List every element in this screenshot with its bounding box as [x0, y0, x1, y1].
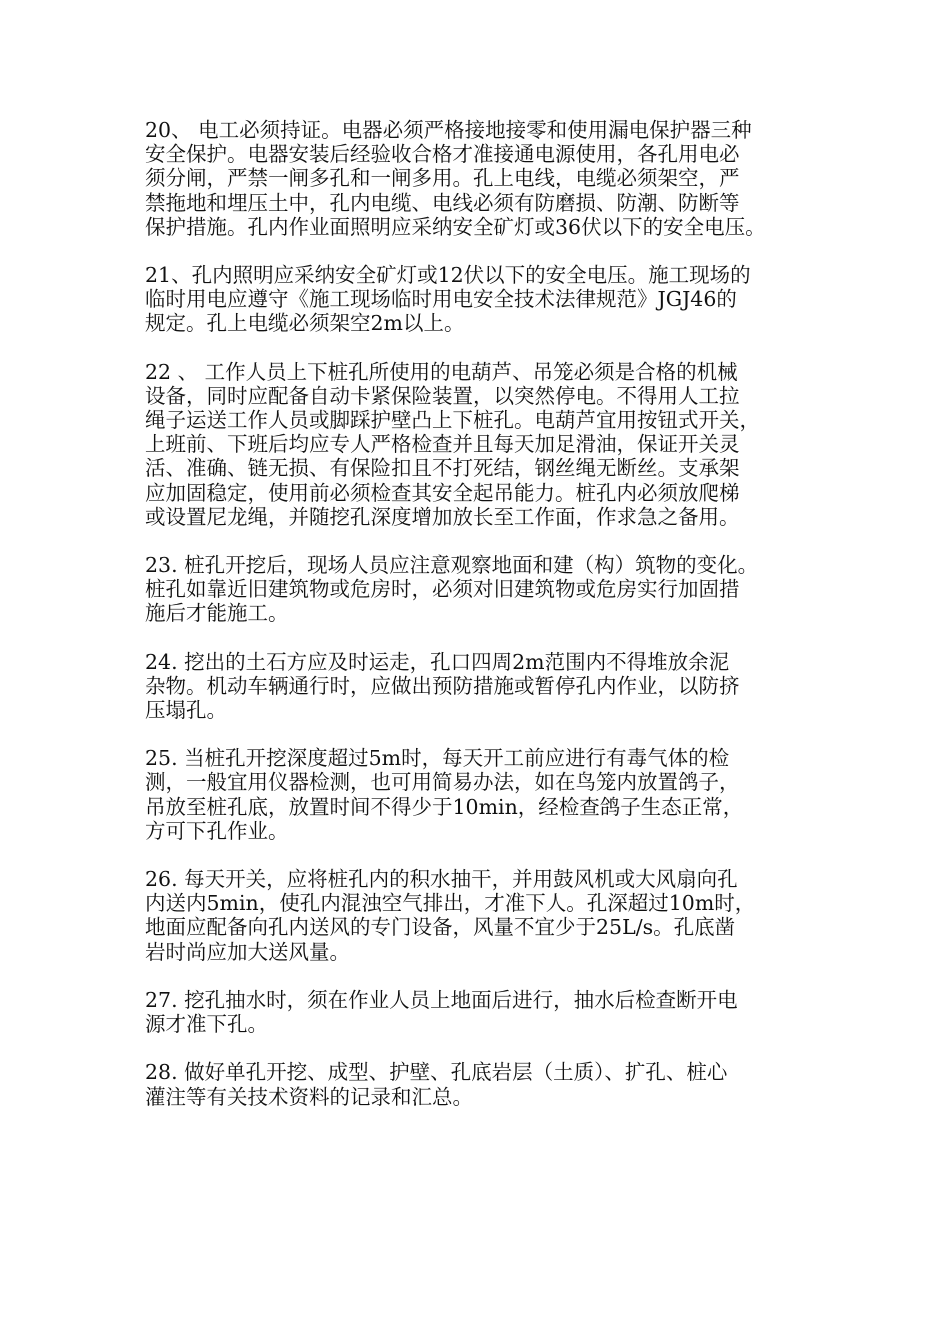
paragraph-item-26: 26. 每天开关，应将桩孔内的积水抽干，并用鼓风机或大风扇向孔 内送内5min，使孔内混浊空气排出，才准下人。孔深超过10m时， 地面应配备向孔内送风的专门设备，风量不宜少于25L/s。孔底凿 岩时尚应加大送风量。: [145, 867, 756, 964]
paragraph-item-24: 24. 挖出的土石方应及时运走，孔口四周2m范围内不得堆放余泥 杂物。机动车辆通行时，应做出预防措施或暂停孔内作业，以防挤 压塌孔。: [145, 649, 740, 723]
paragraph-item-23: 23. 桩孔开挖后，现场人员应注意观察地面和建（构）筑物的变化。 桩孔如靠近旧建筑物或危房时，必须对旧建筑物或危房实行加固措 施后才能施工。: [145, 553, 759, 626]
paragraph-item-22: 22 、 工作人员上下桩孔所使用的电葫芦、吊笼必须是合格的机械 设备，同时应配备自动卡紧保险装置，以突然停电。不得用人工拉 绳子运送工作人员或脚踩护壁凸上下桩孔。电葫芦宜用按钮式开关， 上班前、下班后均应专人严格检查并且每天加足滑油，保证开关灵 活、准确、链无损、有保险扣且不打死结，钢丝绳无断丝。支承架 应加固稳定，使用前必须检查其安全起吊能力。桩孔内必须放爬梯 或设置尼龙绳，并随挖孔深度增加放长至工作面，作求急之备用。: [145, 359, 760, 529]
paragraph-item-20: 20、 电工必须持证。电器必须严格接地接零和使用漏电保护器三种 安全保护。电器安装后经验收合格才准接通电源使用，各孔用电必 须分闸，严禁一闸多孔和一闸多用。孔上电线，电缆必须架空，严 禁拖地和埋压土中，孔内电缆、电线必须有防磨损、防潮、防断等 保护措施。孔内作业面照明应采纳安全矿灯或36伏以下的安全电压。: [145, 118, 766, 239]
paragraph-item-21: 21、孔内照明应采纳安全矿灯或12伏以下的安全电压。施工现场的 临时用电应遵守《施工现场临时用电安全技术法律规范》JGJ46的 规定。孔上电缆必须架空2m以上。: [145, 263, 751, 336]
document-page: [145, 118, 825, 1133]
paragraph-item-28: 28. 做好单孔开挖、成型、护壁、孔底岩层（土质）、扩孔、桩心 灌注等有关技术资料的记录和汇总。: [145, 1060, 728, 1109]
paragraph-item-27: 27. 挖孔抽水时，须在作业人员上地面后进行，抽水后检查断开电 源才准下孔。: [145, 987, 738, 1037]
paragraph-item-25: 25. 当桩孔开挖深度超过5m时，每天开工前应进行有毒气体的检 测，一般宜用仪器检测，也可用简易办法，如在鸟笼内放置鸽子， 吊放至桩孔底，放置时间不得少于10min，经检查鸽子生态正常， 方可下孔作业。: [145, 746, 744, 843]
